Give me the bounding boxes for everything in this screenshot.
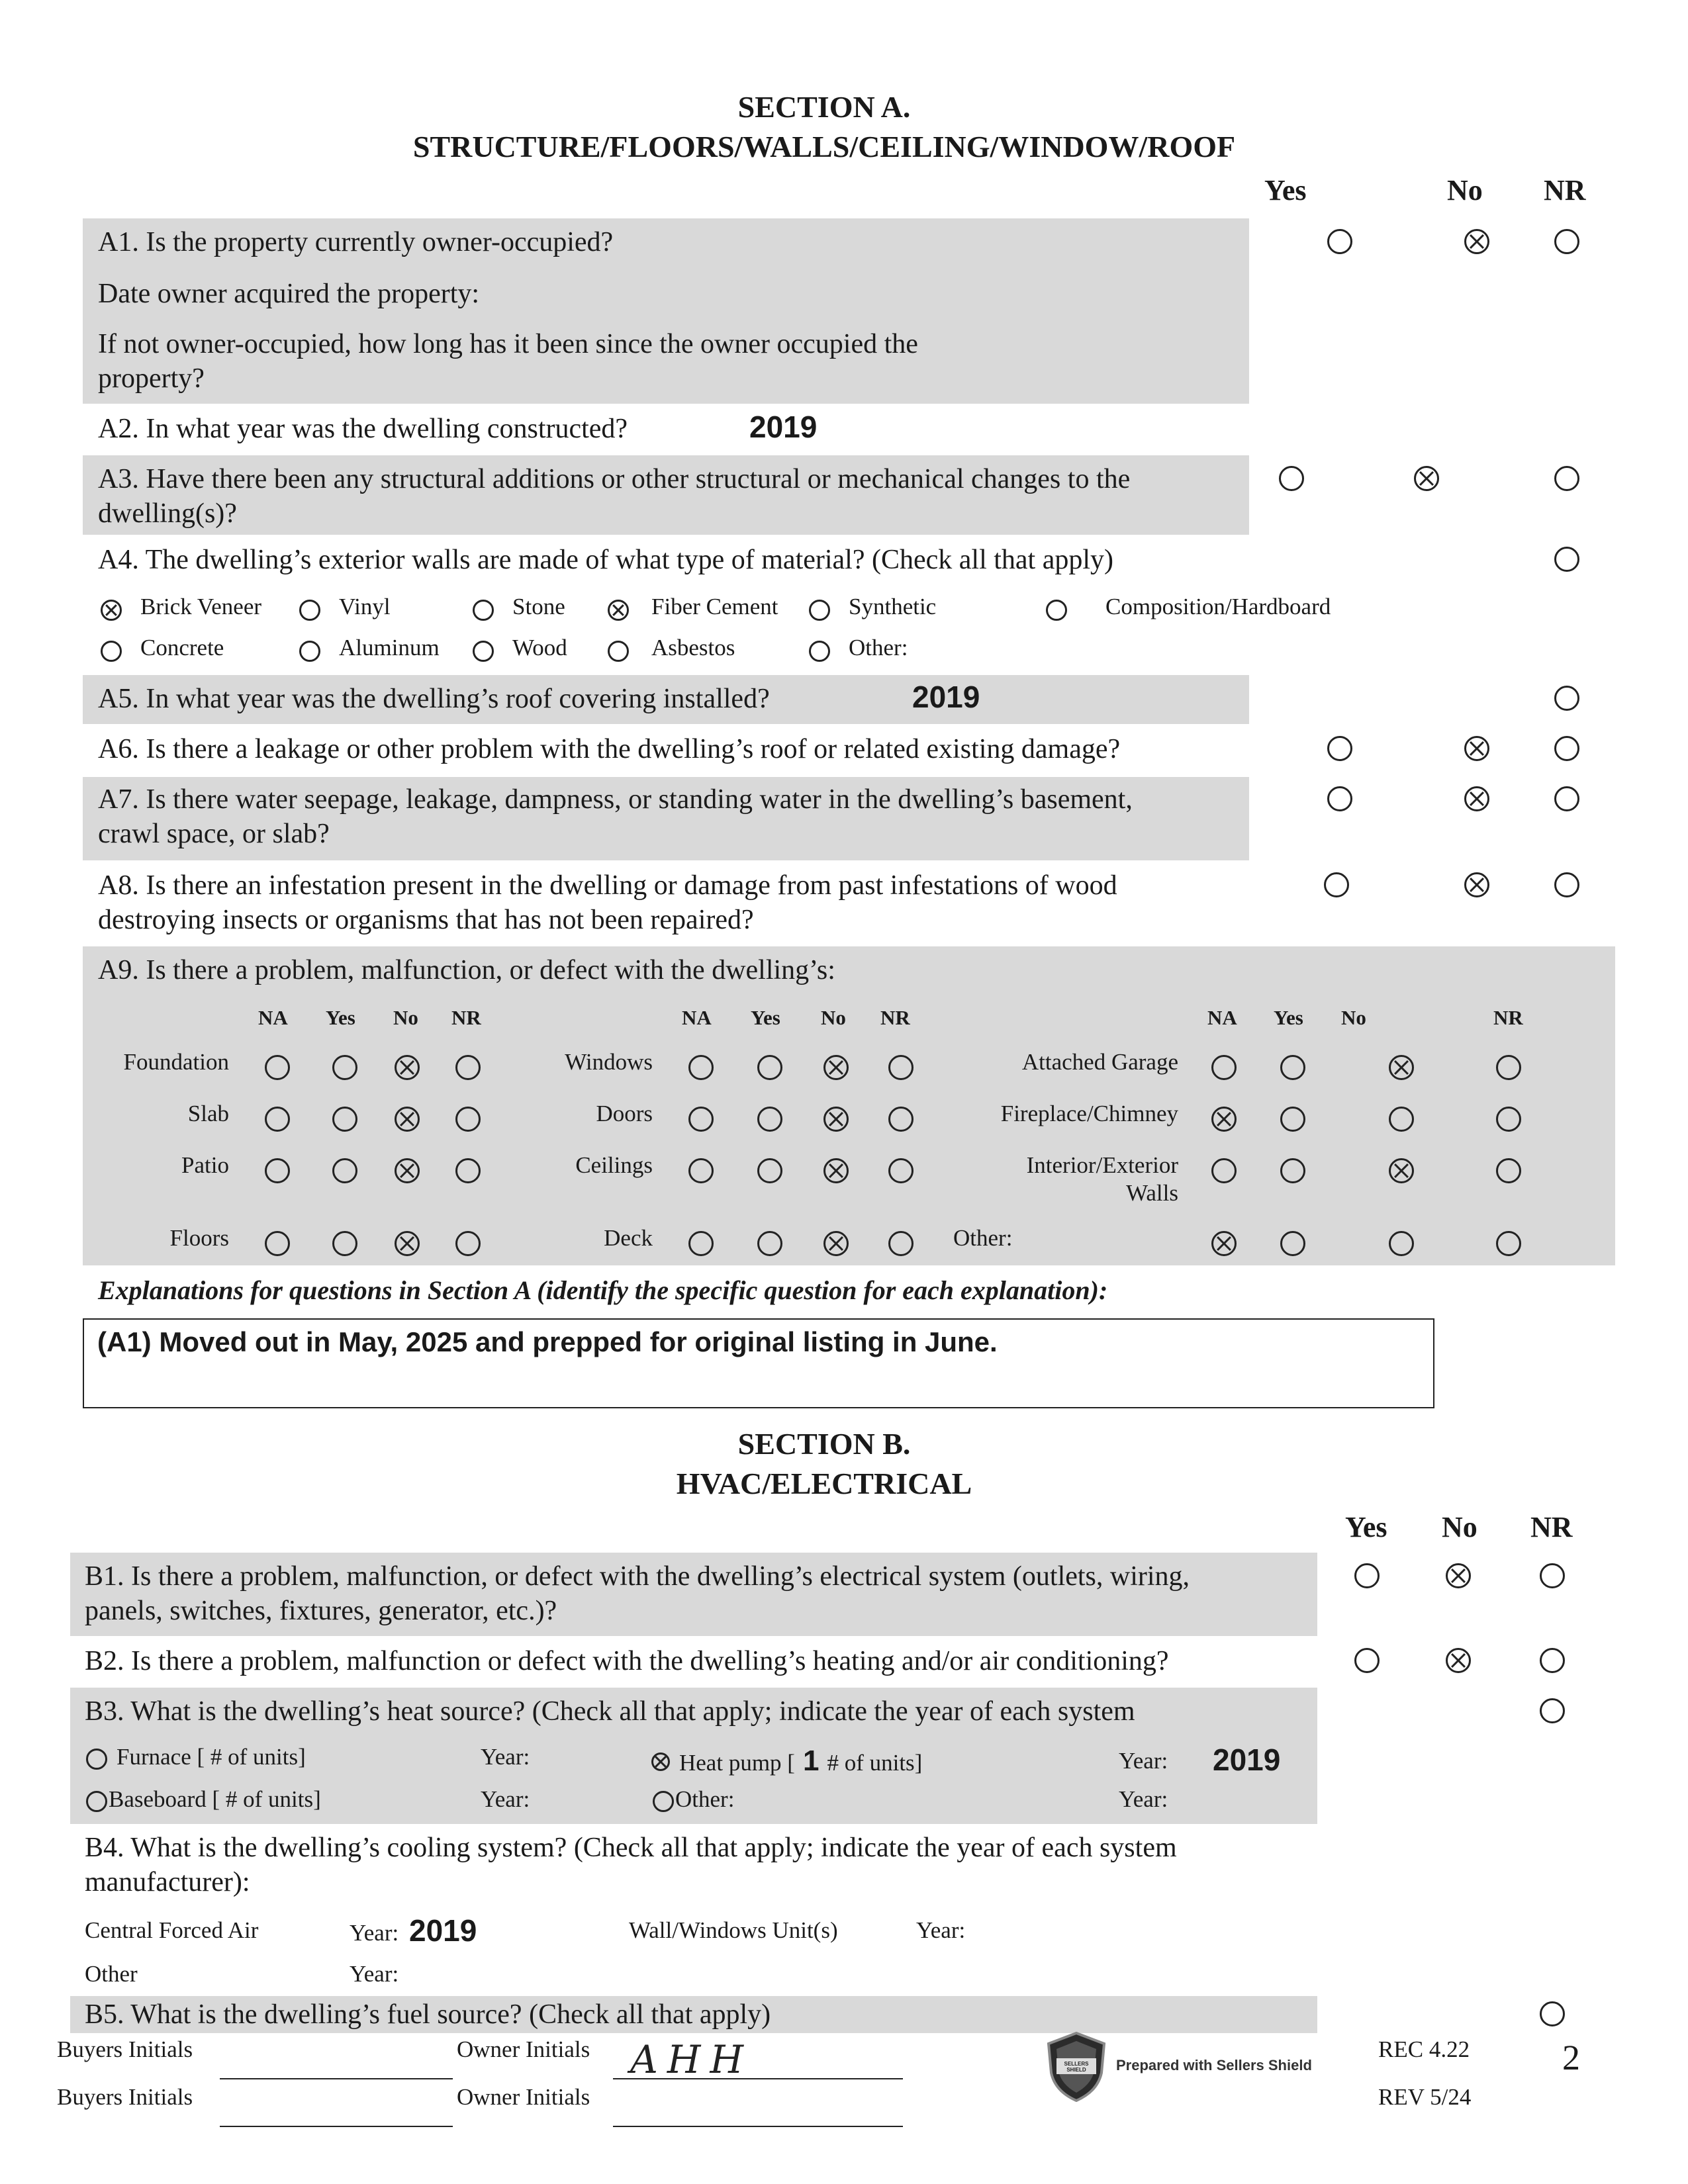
owner-initials-label-2: Owner Initials	[457, 2084, 590, 2110]
a9-fireplace-na-radio[interactable]	[1211, 1107, 1237, 1132]
a7-question-line1: A7. Is there water seepage, leakage, dampness, or standing water in the dwelling’s basement,	[98, 784, 1133, 815]
a4-composition-radio[interactable]	[1046, 600, 1067, 621]
a9-deck-no-radio[interactable]	[823, 1231, 849, 1256]
a9-foundation-label: Foundation	[123, 1049, 229, 1075]
b4-other-label: Other	[85, 1961, 138, 1987]
a9-slab-label: Slab	[187, 1101, 229, 1126]
a4-brick-veneer-radio[interactable]	[101, 600, 122, 621]
a8-nr-radio[interactable]	[1554, 872, 1579, 897]
a9-windows-no-radio[interactable]	[823, 1055, 849, 1080]
a1-question: A1. Is the property currently owner-occupied?	[98, 227, 614, 257]
a4-other-label: Other:	[849, 635, 908, 660]
a9-patio-yes-radio[interactable]	[332, 1158, 357, 1183]
a4-synthetic-radio[interactable]	[809, 600, 830, 621]
a3-question-line2: dwelling(s)?	[98, 498, 237, 529]
b3-heatpump-year-label: Year:	[1119, 1748, 1168, 1774]
a9-patio-label: Patio	[181, 1152, 229, 1178]
b1-no-radio[interactable]	[1446, 1563, 1471, 1588]
b1-question-line2: panels, switches, fixtures, generator, etc.)?	[85, 1596, 557, 1626]
a3-nr-radio[interactable]	[1554, 466, 1579, 491]
a9-question: A9. Is there a problem, malfunction, or defect with the dwelling’s:	[98, 955, 835, 985]
a9-col2-header-yes: Yes	[751, 1006, 780, 1029]
a9-foundation-no-radio[interactable]	[395, 1055, 420, 1080]
a9-ceilings-yes-radio[interactable]	[757, 1158, 782, 1183]
a4-stone-radio[interactable]	[473, 600, 494, 621]
a6-nr-radio[interactable]	[1554, 736, 1579, 761]
a9-col2-header-nr: NR	[880, 1006, 910, 1029]
sellers-shield-logo	[1046, 2032, 1331, 2105]
a9-foundation-na-radio[interactable]	[265, 1055, 290, 1080]
a4-aluminum-radio[interactable]	[299, 641, 320, 662]
a9-ceilings-no-radio[interactable]	[823, 1158, 849, 1183]
a1-yes-radio[interactable]	[1327, 229, 1352, 254]
a9-windows-nr-radio[interactable]	[888, 1055, 914, 1080]
buyers-initials-line-1[interactable]	[220, 2078, 453, 2079]
b3-other-year-label: Year:	[1119, 1786, 1168, 1812]
section-a-title: SECTION A.	[737, 90, 911, 124]
a4-composition-label: Composition/Hardboard	[1105, 594, 1331, 619]
a4-synthetic-label: Synthetic	[849, 594, 937, 619]
a9-doors-no-radio[interactable]	[823, 1107, 849, 1132]
b3-baseboard-radio[interactable]	[86, 1791, 107, 1812]
owner-initials-line-1[interactable]	[613, 2078, 903, 2079]
a9-fireplace-nr-radio[interactable]	[1496, 1107, 1521, 1132]
a9-deck-nr-radio[interactable]	[888, 1231, 914, 1256]
a9-patio-no-radio[interactable]	[395, 1158, 420, 1183]
b4-wall-label: Wall/Windows Unit(s)	[629, 1917, 838, 1943]
a4-brick-veneer-label: Brick Veneer	[140, 594, 262, 619]
a4-aluminum-label: Aluminum	[339, 635, 440, 660]
section-a-explanations-box[interactable]	[83, 1318, 1434, 1408]
a8-question-line1: A8. Is there an infestation present in the dwelling or damage from past infestations of wood	[98, 870, 1117, 901]
a4-vinyl-radio[interactable]	[299, 600, 320, 621]
a9-col3-header-yes: Yes	[1274, 1006, 1303, 1029]
a9-slab-nr-radio[interactable]	[455, 1107, 481, 1132]
a4-asbestos-label: Asbestos	[651, 635, 735, 660]
a1-nr-radio[interactable]	[1554, 229, 1579, 254]
a6-yes-radio[interactable]	[1327, 736, 1352, 761]
b4-question-line1: B4. What is the dwelling’s cooling system? (Check all that apply; indicate the year of each system	[85, 1833, 1177, 1863]
section-a-explanations-label: Explanations for questions in Section A (identify the specific question for each explanation):	[98, 1275, 1108, 1305]
a5-year-value[interactable]: 2019	[912, 680, 980, 714]
b-col-header-yes: Yes	[1345, 1511, 1387, 1543]
revision: REV 5/24	[1378, 2084, 1472, 2110]
a1-howlong-line1: If not owner-occupied, how long has it been since the owner occupied the	[98, 329, 918, 359]
b3-other-label: Other:	[675, 1786, 735, 1812]
b2-question: B2. Is there a problem, malfunction or defect with the dwelling’s heating and/or air conditioning?	[85, 1646, 1169, 1676]
a7-yes-radio[interactable]	[1327, 786, 1352, 811]
a9-patio-na-radio[interactable]	[265, 1158, 290, 1183]
a9-col2-header-no: No	[821, 1006, 846, 1029]
b3-heatpump-radio[interactable]	[651, 1752, 670, 1771]
b4-central-label: Central Forced Air	[85, 1917, 259, 1943]
a4-fiber-cement-label: Fiber Cement	[651, 594, 778, 619]
a9-other-na-radio[interactable]	[1211, 1231, 1237, 1256]
a9-col3-header-no: No	[1341, 1006, 1366, 1029]
a9-other-yes-radio[interactable]	[1280, 1231, 1305, 1256]
a7-no-radio[interactable]	[1464, 786, 1489, 811]
b1-yes-radio[interactable]	[1354, 1563, 1380, 1588]
b4-central-year-value[interactable]: 2019	[409, 1913, 477, 1948]
b3-nr-radio[interactable]	[1540, 1698, 1565, 1723]
owner-initials-label-1: Owner Initials	[457, 2036, 590, 2062]
col-header-yes: Yes	[1264, 174, 1307, 206]
b3-heatpump-post: # of units]	[827, 1750, 923, 1776]
a9-other-no-radio[interactable]	[1389, 1231, 1414, 1256]
a3-question-line1: A3. Have there been any structural additions or other structural or mechanical changes to the	[98, 464, 1131, 494]
a9-doors-na-radio[interactable]	[688, 1107, 714, 1132]
a8-question-line2: destroying insects or organisms that has not been repaired?	[98, 905, 754, 935]
a9-walls-yes-radio[interactable]	[1280, 1158, 1305, 1183]
a9-deck-na-radio[interactable]	[688, 1231, 714, 1256]
b3-furnace-label: Furnace [ # of units]	[117, 1744, 306, 1770]
b3-heatpump-units-value[interactable]: 1	[802, 1745, 820, 1777]
a9-garage-no-radio[interactable]	[1389, 1055, 1414, 1080]
b3-baseboard-label: Baseboard [ # of units]	[109, 1786, 321, 1812]
a9-deck-yes-radio[interactable]	[757, 1231, 782, 1256]
a9-doors-yes-radio[interactable]	[757, 1107, 782, 1132]
buyers-initials-label-2: Buyers Initials	[57, 2084, 193, 2110]
section-b-subtitle: HVAC/ELECTRICAL	[676, 1467, 972, 1500]
a9-floors-no-radio[interactable]	[395, 1231, 420, 1256]
b4-wall-year-label: Year:	[916, 1917, 966, 1943]
a9-col1-header-nr: NR	[451, 1006, 481, 1029]
a4-asbestos-radio[interactable]	[608, 641, 629, 662]
a4-concrete-radio[interactable]	[101, 641, 122, 662]
a9-doors-nr-radio[interactable]	[888, 1107, 914, 1132]
b1-nr-radio[interactable]	[1540, 1563, 1565, 1588]
a5-question: A5. In what year was the dwelling’s roof covering installed?	[98, 684, 770, 714]
section-b-title: SECTION B.	[737, 1427, 911, 1461]
b-col-header-no: No	[1442, 1511, 1477, 1543]
owner-initials-line-2[interactable]	[613, 2126, 903, 2127]
section-a-explanations-text: (A1) Moved out in May, 2025 and prepped for original listing in June.	[97, 1326, 998, 1357]
a9-fireplace-yes-radio[interactable]	[1280, 1107, 1305, 1132]
a1-no-radio[interactable]	[1464, 229, 1489, 254]
a9-other-label: Other:	[953, 1225, 1013, 1251]
a9-garage-nr-radio[interactable]	[1496, 1055, 1521, 1080]
a4-nr-radio[interactable]	[1554, 547, 1579, 572]
logo-badge-text: SELLERS SHIELD	[1064, 2061, 1089, 2073]
b2-nr-radio[interactable]	[1540, 1648, 1565, 1673]
form-code: REC 4.22	[1378, 2036, 1470, 2062]
a4-fiber-cement-radio[interactable]	[608, 600, 629, 621]
a9-other-nr-radio[interactable]	[1496, 1231, 1521, 1256]
a9-slab-no-radio[interactable]	[395, 1107, 420, 1132]
b4-central-year-label: Year:	[350, 1920, 399, 1946]
a9-foundation-yes-radio[interactable]	[332, 1055, 357, 1080]
page-number: 2	[1562, 2038, 1580, 2077]
a2-year-value[interactable]: 2019	[749, 410, 818, 444]
b2-yes-radio[interactable]	[1354, 1648, 1380, 1673]
a6-question: A6. Is there a leakage or other problem with the dwelling’s roof or related existing damage?	[98, 734, 1121, 764]
a9-fireplace-no-radio[interactable]	[1389, 1107, 1414, 1132]
logo-caption: Prepared with Sellers Shield	[1116, 2057, 1312, 2073]
a9-col1-header-yes: Yes	[326, 1006, 355, 1029]
a4-question: A4. The dwelling’s exterior walls are made of what type of material? (Check all that apply)	[98, 545, 1114, 575]
a9-garage-yes-radio[interactable]	[1280, 1055, 1305, 1080]
a9-walls-na-radio[interactable]	[1211, 1158, 1237, 1183]
a9-slab-na-radio[interactable]	[265, 1107, 290, 1132]
a9-col3-header-nr: NR	[1493, 1006, 1523, 1029]
col-header-nr: NR	[1544, 174, 1586, 206]
a9-floors-na-radio[interactable]	[265, 1231, 290, 1256]
a1-date-acquired: Date owner acquired the property:	[98, 279, 480, 309]
b1-question-line1: B1. Is there a problem, malfunction, or defect with the dwelling’s electrical system (outlets, wiring,	[85, 1561, 1190, 1592]
b4-other-year-label: Year:	[350, 1961, 399, 1987]
a9-col3-header-na: NA	[1207, 1006, 1237, 1029]
buyers-initials-label-1: Buyers Initials	[57, 2036, 193, 2062]
a9-col2-header-na: NA	[682, 1006, 712, 1029]
a9-col1-header-na: NA	[258, 1006, 288, 1029]
a4-wood-label: Wood	[512, 635, 567, 660]
a4-concrete-label: Concrete	[140, 635, 224, 660]
b-col-header-nr: NR	[1530, 1511, 1573, 1543]
a9-foundation-nr-radio[interactable]	[455, 1055, 481, 1080]
a3-no-radio[interactable]	[1414, 466, 1439, 491]
b3-heatpump-year-value[interactable]: 2019	[1213, 1743, 1281, 1777]
a9-slab-yes-radio[interactable]	[332, 1107, 357, 1132]
a2-question: A2. In what year was the dwelling constructed?	[98, 414, 628, 444]
a9-walls-no-radio[interactable]	[1389, 1158, 1414, 1183]
a9-walls-label-line1: Interior/Exterior	[1026, 1152, 1178, 1178]
b5-nr-radio[interactable]	[1540, 2001, 1565, 2026]
a1-howlong-line2: property?	[98, 363, 205, 394]
b3-heatpump-label	[679, 1747, 922, 1777]
buyers-initials-line-2[interactable]	[220, 2126, 453, 2127]
a9-fireplace-label: Fireplace/Chimney	[1000, 1101, 1178, 1126]
a5-nr-radio[interactable]	[1554, 686, 1579, 711]
a9-band	[83, 946, 1615, 1265]
b3-other-radio[interactable]	[653, 1791, 674, 1812]
b3-question: B3. What is the dwelling’s heat source? (Check all that apply; indicate the year of each system	[85, 1696, 1135, 1727]
a4-wood-radio[interactable]	[473, 641, 494, 662]
a3-yes-radio[interactable]	[1279, 466, 1304, 491]
a9-doors-label: Doors	[596, 1101, 653, 1126]
b3-heatpump-pre: Heat pump [	[679, 1750, 795, 1776]
a9-ceilings-label: Ceilings	[575, 1152, 653, 1178]
a8-yes-radio[interactable]	[1324, 872, 1349, 897]
a9-garage-na-radio[interactable]	[1211, 1055, 1237, 1080]
a4-vinyl-label: Vinyl	[339, 594, 391, 619]
a9-windows-yes-radio[interactable]	[757, 1055, 782, 1080]
a9-windows-na-radio[interactable]	[688, 1055, 714, 1080]
a9-col1-header-no: No	[393, 1006, 418, 1029]
a9-walls-nr-radio[interactable]	[1496, 1158, 1521, 1183]
b3-baseboard-year-label: Year:	[481, 1786, 530, 1812]
a4-other-radio[interactable]	[809, 641, 830, 662]
a9-attached-garage-label: Attached Garage	[1021, 1049, 1178, 1075]
a9-floors-label: Floors	[169, 1225, 229, 1251]
a9-deck-label: Deck	[604, 1225, 653, 1251]
owner-initials-signature: AHH	[630, 2037, 753, 2082]
a4-stone-label: Stone	[512, 594, 565, 619]
a8-no-radio[interactable]	[1464, 872, 1489, 897]
col-header-no: No	[1447, 174, 1483, 206]
b3-furnace-year-label: Year:	[481, 1744, 530, 1770]
a6-no-radio[interactable]	[1464, 736, 1489, 761]
b4-question-line2: manufacturer):	[85, 1867, 250, 1897]
b3-furnace-radio[interactable]	[86, 1749, 107, 1770]
a9-patio-nr-radio[interactable]	[455, 1158, 481, 1183]
a9-floors-yes-radio[interactable]	[332, 1231, 357, 1256]
a9-ceilings-na-radio[interactable]	[688, 1158, 714, 1183]
a9-floors-nr-radio[interactable]	[455, 1231, 481, 1256]
a9-ceilings-nr-radio[interactable]	[888, 1158, 914, 1183]
b2-no-radio[interactable]	[1446, 1648, 1471, 1673]
section-a-subtitle: STRUCTURE/FLOORS/WALLS/CEILING/WINDOW/ROOF	[412, 130, 1236, 163]
a7-question-line2: crawl space, or slab?	[98, 819, 330, 849]
a9-walls-label-line2: Walls	[1126, 1180, 1178, 1206]
a7-nr-radio[interactable]	[1554, 786, 1579, 811]
b5-question: B5. What is the dwelling’s fuel source? (Check all that apply)	[85, 1999, 771, 2030]
a9-windows-label: Windows	[565, 1049, 653, 1075]
